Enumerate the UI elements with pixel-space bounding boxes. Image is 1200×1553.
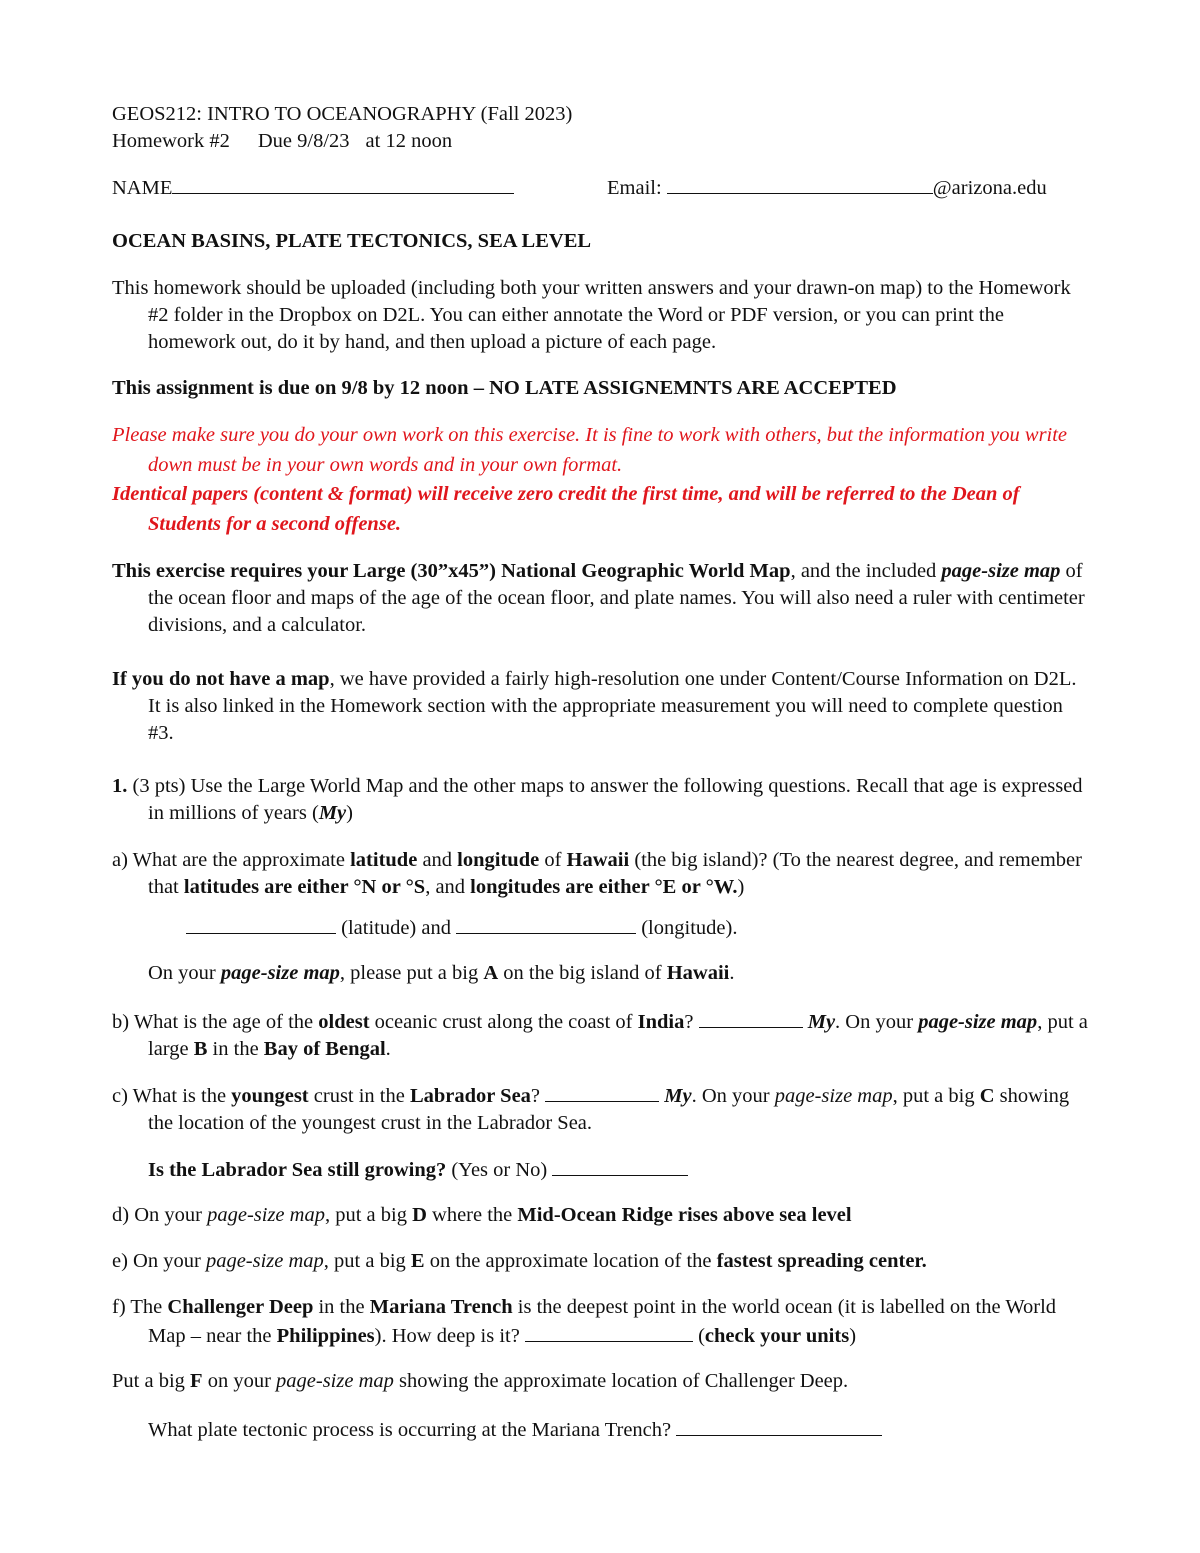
own-work-notice: Please make sure you do your own work on this exercise. It is fine to work with others, but the information you write down must be in your own words and in your own format. <box>112 424 1068 476</box>
challenger-deep-map-instruction: Put a big F on your page-size map showing the approximate location of Challenger Deep. <box>112 1370 849 1392</box>
email-field[interactable] <box>667 173 933 194</box>
latitude-field[interactable] <box>186 913 336 934</box>
question-1a: a) What are the approximate latitude and longitude of Hawaii (the big island)? (To the nearest degree, and remember that latitudes are either °N or °S, and longitudes are either °E or °W.) <box>112 849 1082 898</box>
longitude-field[interactable] <box>456 913 636 934</box>
oldest-crust-field[interactable] <box>699 1007 803 1028</box>
mariana-process-question: What plate tectonic process is occurring at the Mariana Trench? <box>148 1415 1090 1444</box>
process-answer-field[interactable] <box>676 1415 882 1436</box>
depth-field[interactable] <box>525 1321 693 1342</box>
lat-lon-answer-line: (latitude) and (longitude). <box>186 913 1090 942</box>
growing-answer-field[interactable] <box>552 1155 688 1176</box>
labrador-growing-question: Is the Labrador Sea still growing? (Yes or No) <box>148 1155 1090 1184</box>
name-label: NAME <box>112 177 173 199</box>
youngest-crust-field[interactable] <box>545 1081 659 1102</box>
name-email-line <box>112 173 1090 202</box>
email-domain: @arizona.edu <box>932 177 1047 199</box>
homework-due-line: Homework #2 Due 9/8/23 at 12 noon <box>112 130 453 152</box>
identical-papers-warning: Identical papers (content & format) will receive zero credit the first time, and will be referred to the Dean of Students for a second offense. <box>112 483 1020 535</box>
email-group <box>607 173 1047 202</box>
question-1: 1. (3 pts) Use the Large World Map and the other maps to answer the following questions. Recall that age is expressed in millions of years (My) <box>112 775 1083 824</box>
email-label: Email: <box>607 177 662 199</box>
hawaii-map-instruction: On your page-size map, please put a big A on the big island of Hawaii. <box>148 962 735 984</box>
question-1c: c) What is the youngest crust in the Labrador Sea? My. On your page-size map, put a big C showing the location of the youngest crust in the Labrador Sea. <box>112 1081 1090 1137</box>
course-title: GEOS212: INTRO TO OCEANOGRAPHY (Fall 2023) <box>112 103 573 125</box>
section-title: OCEAN BASINS, PLATE TECTONICS, SEA LEVEL <box>112 230 592 252</box>
question-1e: e) On your page-size map, put a big E on the approximate location of the fastest spreading center. <box>112 1250 927 1272</box>
due-notice: This assignment is due on 9/8 by 12 noon – NO LATE ASSIGNEMNTS ARE ACCEPTED <box>112 377 897 399</box>
upload-instructions: This homework should be uploaded (including both your written answers and your drawn-on map) to the Homework #2 folder in the Dropbox on D2L. You can either annotate the Word or PDF version, or you can print the homework out, do it by hand, and then upload a picture of each page. <box>112 277 1071 353</box>
no-map-paragraph: If you do not have a map, we have provided a fairly high-resolution one under Content/Course Information on D2L. It is also linked in the Homework section with the appropriate measurement you will need to complete question #3. <box>112 668 1077 744</box>
question-1d: d) On your page-size map, put a big D where the Mid-Ocean Ridge rises above sea level <box>112 1204 852 1226</box>
requirements-paragraph: This exercise requires your Large (30”x45”) National Geographic World Map, and the included page-size map of the ocean floor and maps of the age of the ocean floor, and plate names. You will also need a ruler with centimeter divisions, and a calculator. <box>112 560 1085 636</box>
question-1b: b) What is the age of the oldest oceanic crust along the coast of India? My. On your page-size map, put a large B in the Bay of Bengal. <box>112 1007 1090 1063</box>
question-1f: f) The Challenger Deep in the Mariana Trench is the deepest point in the world ocean (it is labelled on the World Map – near the Philippines). How deep is it? (check your units) <box>112 1296 1057 1347</box>
name-field[interactable] <box>172 173 514 194</box>
